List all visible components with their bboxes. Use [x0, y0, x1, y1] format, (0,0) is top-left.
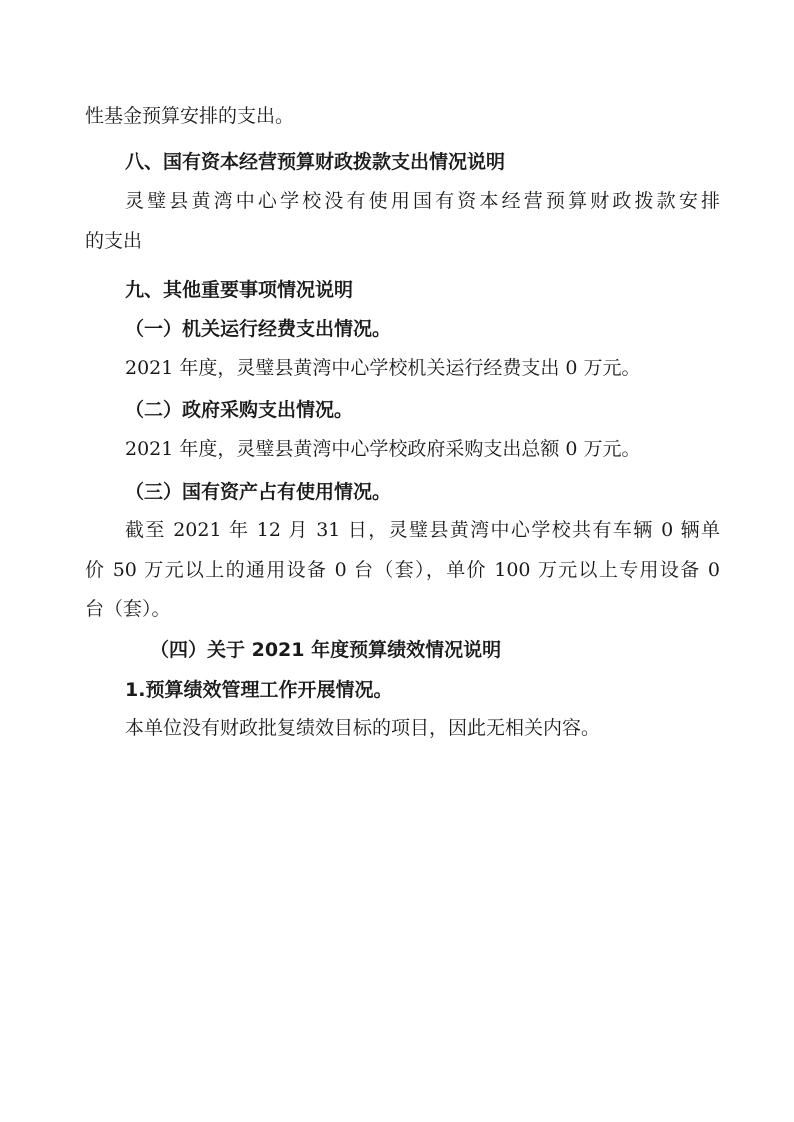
- paragraph-continuation: 性基金预算安排的支出。: [85, 105, 295, 127]
- subsection-2-body: 2021 年度，灵璧县黄湾中心学校政府采购支出总额 0 万元。: [125, 438, 641, 460]
- item-1-heading: 1.预算绩效管理工作开展情况。: [125, 679, 393, 701]
- section-8-heading: 八、国有资本经营预算财政拨款支出情况说明: [125, 151, 506, 173]
- subsection-3-body-line-2: 价 50 万元以上的通用设备 0 台（套），单价 100 万元以上专用设备 0: [85, 559, 720, 581]
- section-9-heading: 九、其他重要事项情况说明: [125, 279, 354, 301]
- subsection-1-body: 2021 年度，灵璧县黄湾中心学校机关运行经费支出 0 万元。: [125, 357, 641, 379]
- subsection-2-heading: （二）政府采购支出情况。: [125, 399, 354, 421]
- item-1-body: 本单位没有财政批复绩效目标的项目，因此无相关内容。: [125, 717, 601, 739]
- subsection-3-body-line-3: 台（套）。: [85, 598, 171, 620]
- subsection-4-heading: （四）关于 2021 年度预算绩效情况说明: [150, 639, 502, 661]
- subsection-3-body-line-1: 截至 2021 年 12 月 31 日，灵璧县黄湾中心学校共有车辆 0 辆单: [125, 519, 720, 541]
- section-8-body-line-2: 的支出: [85, 230, 143, 252]
- subsection-1-heading: （一）机关运行经费支出情况。: [125, 318, 392, 340]
- section-8-body-line-1: 灵璧县黄湾中心学校没有使用国有资本经营预算财政拨款安排: [125, 190, 720, 212]
- subsection-3-heading: （三）国有资产占有使用情况。: [125, 481, 392, 503]
